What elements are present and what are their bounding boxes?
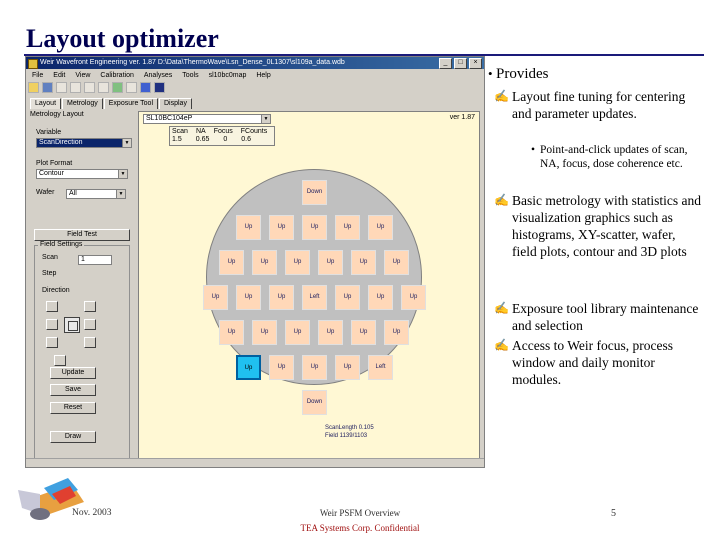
wafer-select[interactable]: All ▼ — [66, 189, 126, 199]
chevron-down-icon: ▼ — [122, 139, 131, 147]
grid-icon[interactable] — [126, 82, 137, 93]
wafer-map — [206, 169, 422, 405]
metrology-layout-label: Metrology Layout — [30, 111, 84, 118]
pen-bullet-icon: ✍ — [494, 338, 509, 352]
help-icon[interactable] — [154, 82, 165, 93]
reset-button[interactable]: Reset — [50, 402, 96, 414]
step-label: Step — [42, 270, 57, 277]
wafer-field[interactable]: Up — [269, 355, 294, 380]
version-label: ver 1.87 — [449, 114, 475, 121]
field-info-box — [169, 126, 275, 146]
wafer-field[interactable]: Up — [219, 320, 244, 345]
bullet-dot: • — [531, 144, 536, 156]
chevron-down-icon: ▼ — [116, 190, 125, 198]
info-value-row: 1.5 0.65 0 0.6 — [172, 136, 251, 143]
tab-strip — [30, 98, 193, 109]
menu-edit[interactable]: Edit — [53, 72, 66, 79]
menu-tools[interactable]: Tools — [182, 72, 199, 79]
wafer-field[interactable]: Up — [203, 285, 228, 310]
app-titlebar[interactable] — [26, 57, 484, 69]
bullet-item: ✍ Access to Weir focus, process window and daily monitor modules. — [494, 338, 673, 387]
save-button[interactable]: Save — [50, 384, 96, 396]
direction-down[interactable] — [54, 355, 66, 366]
wafer-field[interactable]: Up — [269, 215, 294, 240]
wafer-field[interactable]: Up — [252, 250, 277, 275]
sub-bullet-item: • Point-and-click updates of scan, NA, focus, dose coherence etc. — [531, 144, 688, 170]
selected-wafer-field[interactable]: Up — [236, 355, 261, 380]
close-button[interactable]: × — [469, 58, 482, 69]
wafer-field[interactable]: Up — [351, 250, 376, 275]
wafer-field[interactable]: Up — [269, 285, 294, 310]
direction-left[interactable] — [46, 319, 58, 330]
menu-calibration[interactable]: Calibration — [100, 72, 134, 79]
layout-select[interactable]: SL10BC104eP ▼ — [143, 114, 271, 124]
direction-down-right[interactable] — [84, 337, 96, 348]
toolbar — [28, 82, 165, 95]
bullet-item: ✍ Exposure tool library maintenance and selection — [494, 301, 699, 333]
wafer-field[interactable]: Up — [318, 250, 343, 275]
wafer-field[interactable]: Up — [219, 250, 244, 275]
wafer-field[interactable]: Up — [285, 320, 310, 345]
menu-map[interactable]: sl10bc0map — [208, 72, 247, 79]
slide-title: Layout optimizer — [26, 24, 219, 53]
wafer-label: Wafer — [36, 189, 55, 196]
variable-select[interactable]: ScanDirection ▼ — [36, 138, 132, 148]
field-test-button[interactable]: Field Test — [34, 229, 130, 241]
variable-label: Variable — [36, 129, 62, 136]
maximize-button[interactable]: □ — [454, 58, 467, 69]
field-settings-label: Field Settings — [40, 241, 83, 248]
wafer-field[interactable]: Up — [335, 355, 360, 380]
bullet-dot: • — [488, 66, 493, 81]
wafer-field[interactable]: Up — [302, 355, 327, 380]
company-logo — [10, 464, 90, 528]
update-button[interactable]: Update — [50, 367, 96, 379]
wafer-field[interactable]: Up — [351, 320, 376, 345]
chart-icon[interactable] — [112, 82, 123, 93]
draw-button[interactable]: Draw — [50, 431, 96, 443]
tab-display[interactable]: Display — [159, 98, 192, 109]
footer-confidential: TEA Systems Corp. Confidential — [300, 523, 420, 533]
cut-icon[interactable] — [70, 82, 81, 93]
bullet-item: ✍ Layout fine tuning for centering and parameter updates. — [494, 89, 686, 121]
bullet-heading: Provides — [496, 66, 549, 82]
wafer-icon[interactable] — [140, 82, 151, 93]
wafer-field[interactable]: Up — [335, 215, 360, 240]
wafer-field[interactable]: Left — [368, 355, 393, 380]
wafer-field[interactable]: Up — [335, 285, 360, 310]
menu-analyses[interactable]: Analyses — [143, 72, 173, 79]
wafer-field[interactable]: Up — [384, 250, 409, 275]
app-window — [25, 56, 485, 468]
wafer-field[interactable]: Down — [302, 390, 327, 415]
wafer-field[interactable]: Up — [368, 285, 393, 310]
plot-format-select[interactable]: Contour ▼ — [36, 169, 128, 179]
menu-help[interactable]: Help — [256, 72, 271, 79]
wafer-field[interactable]: Left — [302, 285, 327, 310]
page-number: 5 — [611, 508, 616, 519]
copy-icon[interactable] — [84, 82, 95, 93]
wafer-field[interactable]: Up — [285, 250, 310, 275]
wafer-field[interactable]: Up — [236, 215, 261, 240]
paste-icon[interactable] — [98, 82, 109, 93]
menu-bar — [26, 70, 484, 81]
pen-bullet-icon: ✍ — [494, 193, 509, 207]
minimize-button[interactable]: _ — [439, 58, 452, 69]
wafer-field[interactable]: Up — [302, 215, 327, 240]
pen-bullet-icon: ✍ — [494, 89, 509, 103]
wafer-field[interactable]: Up — [401, 285, 426, 310]
print-icon[interactable] — [56, 82, 67, 93]
chevron-down-icon: ▼ — [118, 170, 127, 178]
footer-date: Nov. 2003 — [72, 508, 112, 518]
wafer-field[interactable]: Up — [236, 285, 261, 310]
app-icon — [28, 59, 38, 69]
direction-up-right[interactable] — [84, 301, 96, 312]
chevron-down-icon: ▼ — [261, 115, 270, 123]
tab-layout[interactable]: Layout — [30, 98, 61, 109]
direction-up-left[interactable] — [46, 301, 58, 312]
wafer-field[interactable]: Up — [252, 320, 277, 345]
field-count-label: Field 1139/1103 — [325, 433, 368, 439]
left-control-panel — [28, 111, 136, 461]
open-icon[interactable] — [28, 82, 39, 93]
scan-label: Scan — [42, 254, 58, 261]
plot-format-label: Plot Format — [36, 160, 73, 167]
app-title: Weir Wavefront Engineering ver. 1.87 D:\Data\ThermoWave\Lsn_Dense_0L1307\sl109a_data.wdb — [40, 59, 345, 66]
layout-canvas[interactable] — [138, 111, 480, 461]
footer-center — [292, 508, 428, 533]
tab-exposure-tool[interactable]: Exposure Tool — [104, 98, 158, 109]
direction-down-left[interactable] — [46, 337, 58, 348]
direction-label: Direction — [42, 287, 70, 294]
pen-bullet-icon: ✍ — [494, 301, 509, 315]
status-bar — [26, 458, 484, 467]
direction-center-icon — [64, 317, 80, 333]
scan-input[interactable]: 1 — [78, 255, 112, 265]
wafer-field[interactable]: Down — [302, 180, 327, 205]
wafer-field[interactable]: Up — [318, 320, 343, 345]
info-header-row: Scan NA Focus FCounts — [172, 128, 268, 135]
tab-metrology[interactable]: Metrology — [62, 98, 103, 109]
wafer-field[interactable]: Up — [368, 215, 393, 240]
bullet-item: ✍ Basic metrology with statistics and visualization graphics such as histograms, XY-scatter, wafer, field plots, contour and 3D plots — [494, 193, 701, 259]
menu-view[interactable]: View — [75, 72, 91, 79]
scan-length-label: ScanLength 0.105 — [325, 425, 374, 431]
wafer-field[interactable]: Up — [384, 320, 409, 345]
direction-right[interactable] — [84, 319, 96, 330]
save-icon[interactable] — [42, 82, 53, 93]
menu-file[interactable]: File — [32, 72, 44, 79]
footer-title: Weir PSFM Overview — [319, 508, 401, 518]
